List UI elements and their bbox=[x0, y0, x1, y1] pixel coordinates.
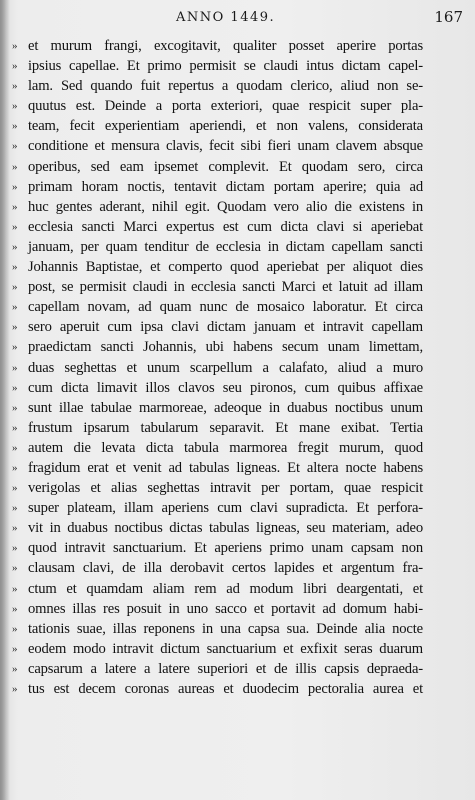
line-text: omnes illas res posuit in uno sacco et portavit ad domum habi- bbox=[28, 600, 423, 617]
running-head bbox=[0, 8, 475, 30]
running-title: ANNO 1449. bbox=[176, 10, 276, 25]
text-line bbox=[12, 518, 472, 538]
text-line bbox=[12, 116, 472, 136]
text-line bbox=[12, 297, 472, 317]
text-line bbox=[12, 558, 472, 578]
line-text: autem die levata dicta tabula marmorea fregit murum, quod bbox=[28, 439, 423, 456]
quotation-marker: » bbox=[12, 622, 18, 635]
text-line bbox=[12, 458, 472, 478]
quotation-marker: » bbox=[12, 683, 18, 695]
line-text: Johannis Baptistae, et comperto quod aperiebat per aliquot dies bbox=[28, 259, 423, 276]
text-line bbox=[12, 398, 472, 418]
quotation-marker: » bbox=[12, 441, 18, 454]
page-number: 167 bbox=[434, 8, 463, 26]
text-line bbox=[12, 136, 472, 156]
text-line bbox=[12, 277, 472, 297]
quotation-marker: » bbox=[12, 301, 18, 314]
text-line bbox=[12, 217, 472, 237]
line-text: sunt illae tabulae marmoreae, adeoque in duabus noctibus unum bbox=[28, 399, 423, 416]
line-text: tationis suae, illas reponens in una capsa sua. Deinde alia nocte bbox=[28, 620, 423, 637]
quotation-marker: » bbox=[12, 60, 18, 73]
text-line bbox=[12, 579, 472, 599]
quotation-marker: » bbox=[12, 140, 18, 153]
text-line bbox=[12, 478, 472, 498]
text-line bbox=[12, 56, 472, 76]
line-text: ipsius capellae. Et primo permisit se claudi intus dictam capel- bbox=[28, 58, 423, 75]
quotation-marker: » bbox=[12, 321, 18, 334]
line-text: fragidum erat et venit ad tabulas ligneas. Et altera nocte habens bbox=[28, 459, 423, 476]
quotation-marker: » bbox=[12, 361, 18, 374]
quotation-marker: » bbox=[12, 281, 18, 294]
quotation-marker: » bbox=[12, 401, 18, 414]
line-text: sero aperuit cum ipsa clavi dictam januam et intravit capellam bbox=[28, 319, 423, 336]
line-text: huc gentes aderant, nihil egit. Quodam vero alio die existens in bbox=[28, 198, 423, 215]
line-text: lam. Sed quando fuit repertus a quodam clerico, aliud non se- bbox=[28, 78, 423, 95]
line-text: ctum et quamdam aliam rem ad modum libri deargentati, et bbox=[28, 580, 423, 597]
line-text: et murum frangi, excogitavit, qualiter posset aperire portas bbox=[28, 38, 423, 54]
line-text: quod intravit sanctuarium. Et aperiens primo unam capsam non bbox=[28, 540, 423, 557]
quotation-marker: » bbox=[12, 200, 18, 213]
text-line bbox=[12, 237, 472, 257]
book-gutter-shadow bbox=[0, 0, 10, 800]
line-text: quutus est. Deinde a porta exteriori, quae respicit super pla- bbox=[28, 98, 423, 115]
body-text bbox=[12, 36, 472, 699]
text-line bbox=[12, 177, 472, 197]
text-line bbox=[12, 378, 472, 398]
text-line bbox=[12, 639, 472, 659]
text-line bbox=[12, 36, 472, 56]
quotation-marker: » bbox=[12, 240, 18, 253]
text-line bbox=[12, 157, 472, 177]
quotation-marker: » bbox=[12, 261, 18, 274]
quotation-marker: » bbox=[12, 542, 18, 555]
quotation-marker: » bbox=[12, 482, 18, 495]
quotation-marker: » bbox=[12, 642, 18, 655]
line-text: praedictam sancti Johannis, ubi habens secum unam limettam, bbox=[28, 339, 423, 356]
text-line bbox=[12, 337, 472, 357]
quotation-marker: » bbox=[12, 80, 18, 93]
line-text: frustum ipsarum tabularum separavit. Et mane exibat. Tertia bbox=[28, 419, 423, 436]
quotation-marker: » bbox=[12, 522, 18, 535]
quotation-marker: » bbox=[12, 341, 18, 354]
text-line bbox=[12, 96, 472, 116]
text-line bbox=[12, 76, 472, 96]
line-text: verigolas et alias seghettas intravit per portam, quae respicit bbox=[28, 480, 423, 497]
quotation-marker: » bbox=[12, 160, 18, 173]
line-text: januam, per quam tenditur de ecclesia in dictam capellam sancti bbox=[28, 238, 423, 255]
text-line bbox=[12, 257, 472, 277]
text-line bbox=[12, 197, 472, 217]
text-line bbox=[12, 599, 472, 619]
text-line bbox=[12, 659, 472, 679]
text-line bbox=[12, 418, 472, 438]
text-line bbox=[12, 538, 472, 558]
text-line bbox=[12, 498, 472, 518]
quotation-marker: » bbox=[12, 220, 18, 233]
line-text: post, se permisit claudi in ecclesia sancti Marci et latuit ad illam bbox=[28, 279, 423, 296]
quotation-marker: » bbox=[12, 461, 18, 474]
line-text: super plateam, illam aperiens cum clavi supradicta. Et perfora- bbox=[28, 500, 423, 517]
line-text: conditione et mensura clavis, fecit sibi fieri unam clavem absque bbox=[28, 138, 423, 155]
line-text: tus est decem coronas aureas et duodecim pectoralia aurea et bbox=[28, 681, 423, 697]
line-text: primam horam noctis, tentavit dictam portam aperire; quia ad bbox=[28, 178, 423, 195]
line-text: capsarum a latere a latere superiori et de illis capsis depraeda- bbox=[28, 660, 423, 677]
quotation-marker: » bbox=[12, 180, 18, 193]
line-text: cum dicta limavit illos clavos seu pironos, cum quibus affixae bbox=[28, 379, 423, 396]
text-line bbox=[12, 679, 472, 699]
line-text: ecclesia sancti Marci expertus est cum dicta clavi si aperiebat bbox=[28, 218, 423, 235]
line-text: capellam novam, ad quam nunc de mosaico laboratur. Et circa bbox=[28, 299, 423, 316]
quotation-marker: » bbox=[12, 602, 18, 615]
text-line bbox=[12, 438, 472, 458]
quotation-marker: » bbox=[12, 662, 18, 675]
text-line bbox=[12, 317, 472, 337]
quotation-marker: » bbox=[12, 421, 18, 434]
line-text: operibus, sed eam ipsemet complevit. Et quodam sero, circa bbox=[28, 158, 423, 175]
line-text: eodem modo intravit dictum sanctuarium et exfixit seras duarum bbox=[28, 640, 423, 657]
line-text: team, fecit experientiam aperiendi, et non valens, considerata bbox=[28, 118, 423, 135]
line-text: vit in duabus noctibus dictas tabulas ligneas, seu materiam, adeo bbox=[28, 520, 423, 537]
quotation-marker: » bbox=[12, 120, 18, 133]
quotation-marker: » bbox=[12, 40, 18, 52]
line-text: duas seghettas et unum scarpellum a calafato, aliud a muro bbox=[28, 359, 423, 376]
text-line bbox=[12, 358, 472, 378]
quotation-marker: » bbox=[12, 582, 18, 595]
quotation-marker: » bbox=[12, 502, 18, 515]
text-line bbox=[12, 619, 472, 639]
quotation-marker: » bbox=[12, 100, 18, 113]
quotation-marker: » bbox=[12, 562, 18, 575]
line-text: clausam clavi, de illa derobavit certos lapides et argentum fra- bbox=[28, 560, 423, 577]
quotation-marker: » bbox=[12, 381, 18, 394]
